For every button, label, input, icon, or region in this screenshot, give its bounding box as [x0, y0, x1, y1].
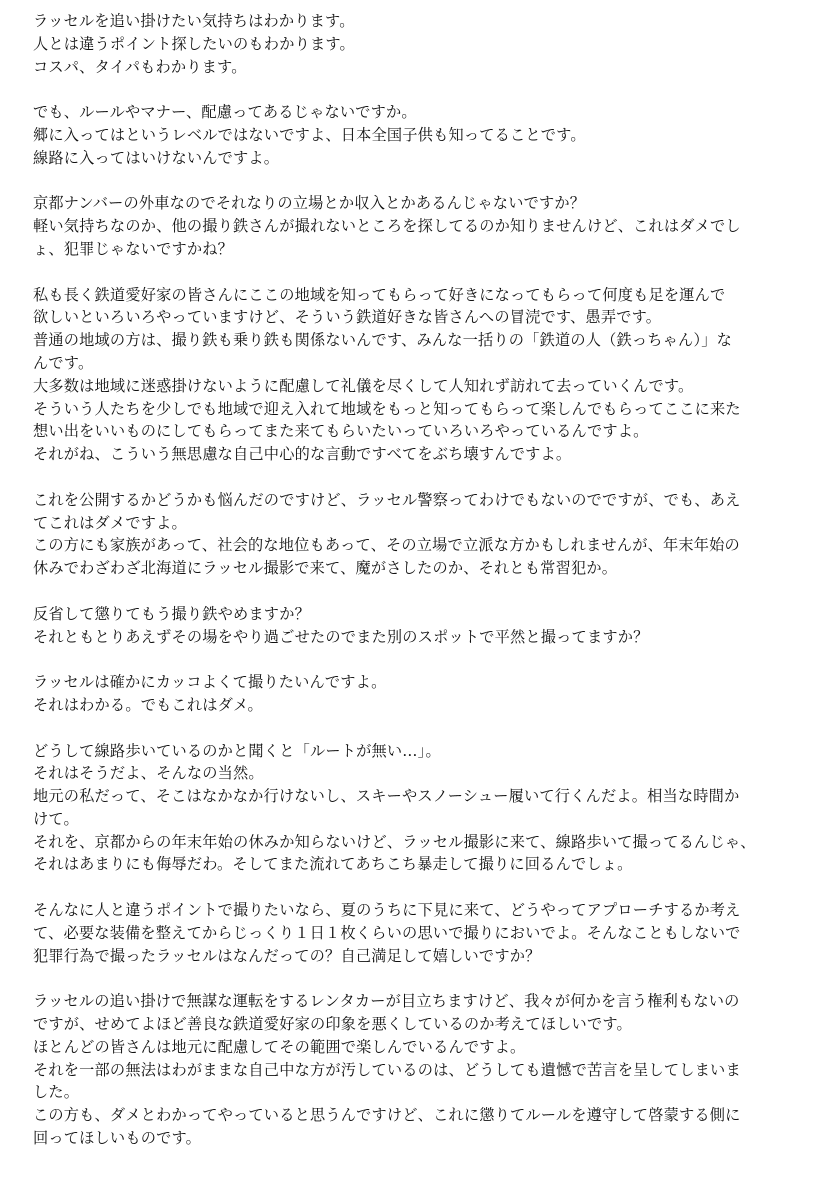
- text-line: した。: [33, 1083, 80, 1102]
- paragraph-break: [33, 580, 823, 603]
- text-line: 私も長く鉄道愛好家の皆さんにここの地域を知ってもらって好きになってもらって何度も足を運んで: [33, 285, 726, 304]
- paragraph-break: [33, 261, 823, 284]
- text-line: ラッセルの追い掛けで無謀な運転をするレンタカーが目立ちますけど、我々が何かを言う権利もないの: [33, 992, 740, 1011]
- text-line: 想い出をいいものにしてもらってまた来てもらいたいっていろいろやっているんですよ。: [33, 422, 649, 441]
- text-line: それを、京都からの年末年始の休みか知らないけど、ラッセル撮影に来て、線路歩いて撮ってるんじゃ、: [33, 832, 756, 851]
- text-line: そんなに人と違うポイントで撮りたいなら、夏のうちに下見に来て、どうやってアプローチするか考え: [33, 901, 741, 920]
- paragraph-break: [33, 648, 823, 671]
- text-line: 人とは違うポイント探したいのもわかります。: [33, 34, 355, 53]
- text-line: 地元の私だって、そこはなかなか行けないし、スキーやスノーシュー履いて行くんだよ。相当な時間か: [33, 787, 740, 806]
- text-line: ほとんどの皆さんは地元に配慮してその範囲で楽しんでいるんですよ。: [33, 1037, 526, 1056]
- text-line: それはそうだよ、そんなの当然。: [33, 764, 264, 783]
- text-line: ラッセルは確かにカッコよくて撮りたいんですよ。: [33, 673, 387, 692]
- text-line: 普通の地域の方は、撮り鉄も乗り鉄も関係ないんです、みんな一括りの「鉄道の人（鉄っちゃん）」な: [33, 331, 733, 350]
- text-line: 線路に入ってはいけないんですよ。: [33, 148, 280, 167]
- text-line: ラッセルを追い掛けたい気持ちはわかります。: [33, 12, 355, 30]
- text-line: この方にも家族があって、社会的な地位もあって、その立場で立派な方かもしれませんが、年末年始の: [33, 536, 740, 555]
- text-line: 京都ナンバーの外車なのでそれなりの立場とか収入とかあるんじゃないですか？: [33, 194, 586, 213]
- text-line: てこれはダメですよ。: [33, 513, 187, 532]
- text-line: でも、ルールやマナー、配慮ってあるじゃないですか。: [33, 103, 417, 122]
- text-line: それがね、こういう無思慮な自己中心的な言動ですべてをぶち壊すんですよ。: [33, 445, 572, 464]
- paragraph-break: [33, 876, 823, 899]
- text-line: 回ってほしいものです。: [33, 1129, 202, 1148]
- text-line: それともとりあえずその場をやり過ごせたのでまた別のスポットで平然と撮ってますか？: [33, 627, 649, 646]
- text-line: これを公開するかどうかも悩んだのですけど、ラッセル警察ってわけでもないのでですが、でも、あえ: [33, 490, 741, 509]
- paragraph-break: [33, 466, 823, 489]
- paragraph-break: [33, 78, 823, 101]
- text-line: 大多数は地域に迷惑掛けないように配慮して礼儀を尽くして人知れず訪れて去っていくんです。: [33, 376, 694, 395]
- text-line: コスパ、タイパもわかります。: [33, 57, 247, 76]
- text-line: それはわかる。でもこれはダメ。: [33, 695, 263, 714]
- text-line: 郷に入ってはというレベルではないですよ、日本全国子供も知ってることです。: [33, 125, 586, 144]
- text-line: それはあまりにも侮辱だわ。そしてまた流れてあちこち暴走して撮りに回るんでしょ。: [33, 855, 633, 874]
- text-line: この方も、ダメとわかってやっていると思うんですけど、これに懲りてルールを遵守して啓蒙する側に: [33, 1106, 741, 1125]
- text-line: それを一部の無法はわがままな自己中な方が汚しているのは、どうしても遺憾で苦言を呈してしまいま: [33, 1060, 741, 1079]
- text-line: んです。: [33, 353, 94, 372]
- text-line: けて。: [33, 809, 79, 828]
- paragraph-break: [33, 967, 823, 990]
- text-line: 反省して懲りてもう撮り鉄やめますか？: [33, 604, 310, 623]
- text-line: 休みでわざわざ北海道にラッセル撮影で来て、魔がさしたのか、それとも常習犯か。: [33, 559, 618, 578]
- text-line: ょ、犯罪じゃないですかね？: [33, 239, 234, 258]
- text-line: 犯罪行為で撮ったラッセルはなんだっての？自己満足して嬉しいですか？: [33, 946, 541, 965]
- document-body: [33, 10, 823, 1150]
- text-line: 欲しいといろいろやっていますけど、そういう鉄道好きな皆さんへの冒涜です、愚弄です。: [33, 308, 662, 327]
- paragraph-break: [33, 717, 823, 740]
- text-line: どうして線路歩いているのかと聞くと「ルートが無い…」。: [33, 741, 441, 760]
- paragraph-break: [33, 170, 823, 193]
- text-line: そういう人たちを少しでも地域で迎え入れて地域をもっと知ってもらって楽しんでもらってここに来た: [33, 399, 741, 418]
- text-line: 軽い気持ちなのか、他の撮り鉄さんが撮れないところを探してるのか知りませんけど、これはダメでし: [33, 217, 741, 236]
- text-line: て、必要な装備を整えてからじっくり１日１枚くらいの思いで撮りにおいでよ。そんなこともしないで: [33, 923, 741, 942]
- text-line: ですが、せめてよほど善良な鉄道愛好家の印象を悪くしているのか考えてほしいです。: [33, 1015, 632, 1034]
